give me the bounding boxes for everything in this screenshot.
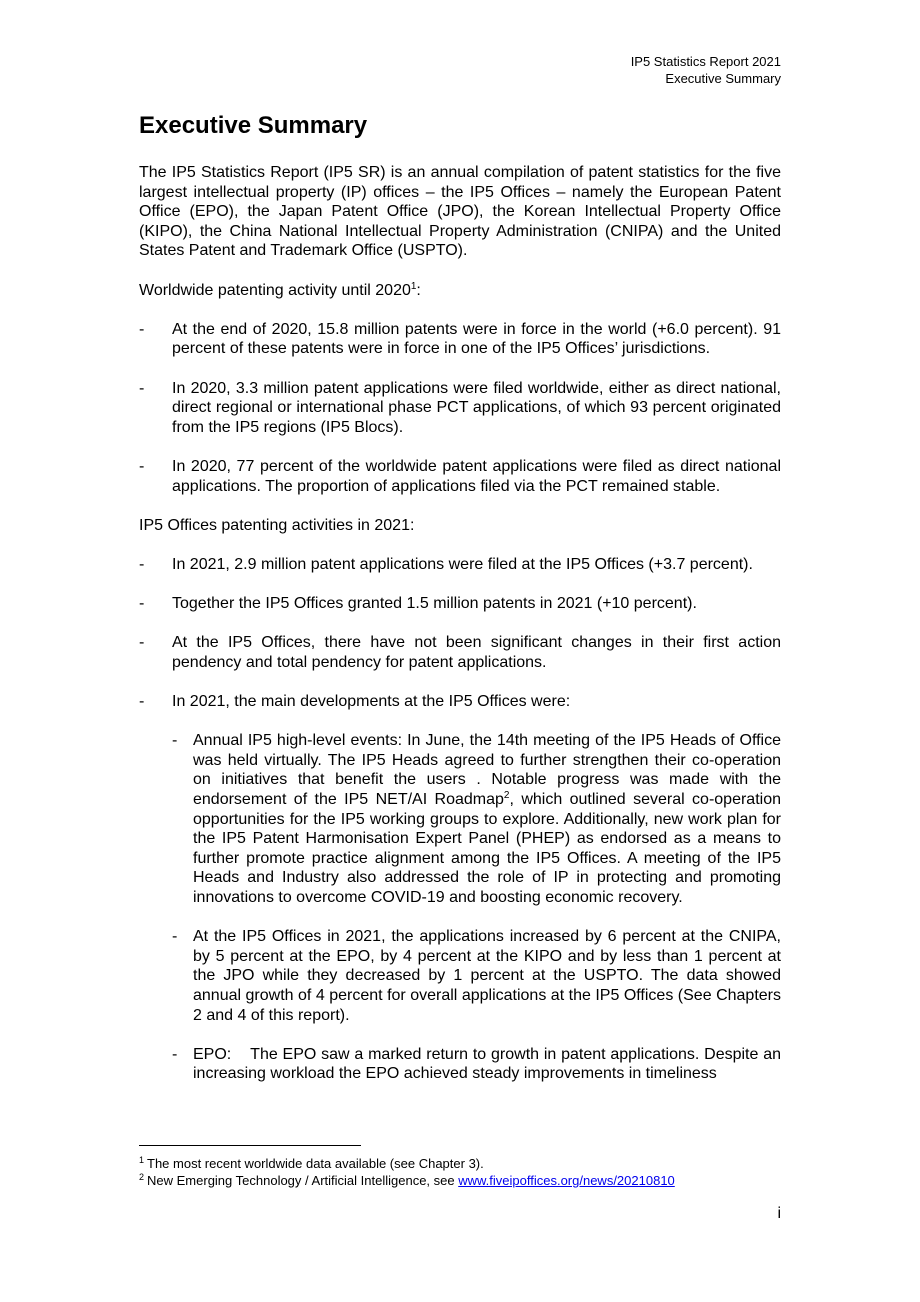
- worldwide-bullet-list: [139, 320, 781, 496]
- list-item: [139, 692, 786, 1084]
- footnote-divider: [139, 1145, 361, 1146]
- developments-sub-list: [172, 731, 786, 1084]
- bullet-text: At the IP5 Offices, there have not been significant changes in their first action pendency and total pendency for patent applications.: [172, 634, 781, 671]
- fiveipoffices-link[interactable]: www.fiveipoffices.org/news/20210810: [458, 1173, 675, 1188]
- bullet-text: In 2021, 2.9 million patent applications were filed at the IP5 Offices (+3.7 percent).: [172, 555, 753, 573]
- footnote-1: [139, 1155, 781, 1172]
- footnote-2-text: New Emerging Technology / Artificial Intelligence, see: [147, 1173, 459, 1188]
- annual-events-text-cont: , which outlined several co-operation opportunities for the IP5 working groups to explore. Additionally, new work plan for the IP5 Patent Harmonisation Expert Panel (PHEP) as endorsed as a means to further promote practice alignment among the IP5 Offices. A meeting of the IP5 Heads and Industry also addressed the role of IP in protecting and promoting innovations to overcome COVID-19 and boosting economic recovery.: [193, 791, 781, 906]
- dash-marker: -: [172, 1045, 178, 1063]
- footnote-mark-1: 1: [139, 1155, 145, 1165]
- bullet-text: In 2020, 3.3 million patent applications were filed worldwide, either as direct national, direct regional or international phase PCT applications, of which 93 percent originated from the IP5 regions (IP5 Blocs).: [172, 379, 781, 436]
- list-item: [139, 379, 781, 438]
- annual-events-text: Annual IP5 high-level events: In June, the 14th meeting of the IP5 Heads of Office was held virtually. The IP5 Heads agreed to further strengthen their co-operation on initiatives that benefit the users . Notable progress was made with the endorsement of the IP5 NET/AI Roadmap: [193, 732, 781, 808]
- list-item: [139, 594, 781, 614]
- growth-text: At the IP5 Offices in 2021, the applications increased by 6 percent at the CNIPA, by 5 percent at the EPO, by 4 percent at the KIPO and by less than 1 percent at the JPO while they decreased by 1 percent at the USPTO. The data showed annual growth of 4 percent for overall applications at the IP5 Offices (See Chapters 2 and 4 of this report).: [193, 928, 781, 1024]
- bullet-text: At the end of 2020, 15.8 million patents were in force in the world (+6.0 percent). 91 percent of these patents were in force in one of the IP5 Offices’ jurisdictions.: [172, 320, 781, 358]
- bullet-text: In 2020, 77 percent of the worldwide patent applications were filed as direct national applications. The proportion of applications filed via the PCT remained stable.: [172, 457, 781, 495]
- dash-marker: -: [139, 320, 145, 338]
- sub-list-item-growth: [172, 927, 781, 1025]
- epo-text: EPO: The EPO saw a marked return to growth in patent applications. Despite an increasing workload the EPO achieved steady improvements in timeliness: [193, 1045, 786, 1083]
- footnote-ref-2[interactable]: 2: [503, 790, 510, 801]
- dash-marker: -: [172, 732, 178, 750]
- dash-marker: -: [139, 595, 145, 613]
- footnote-ref-1[interactable]: 1: [410, 280, 417, 292]
- footnote-mark-2: 2: [139, 1172, 145, 1182]
- page-number: i: [777, 1205, 781, 1222]
- main-content: [139, 112, 786, 1104]
- intro-paragraph: The IP5 Statistics Report (IP5 SR) is an annual compilation of patent statistics for the five largest intellectual property (IP) offices – the IP5 Offices – namely the European Patent Office (EPO), the Japan Patent Office (JPO), the Korean Intellectual Property Office (KIPO), the China National Intellectual Property Administration (CNIPA) and the United States Patent and Trademark Office (USPTO).: [139, 164, 781, 260]
- dash-marker: -: [172, 928, 178, 946]
- offices-bullet-list: [139, 555, 786, 1084]
- dash-marker: -: [139, 379, 145, 397]
- offices-heading: IP5 Offices patenting activities in 2021:: [139, 516, 415, 534]
- sub-list-item-annual-events: [172, 731, 781, 907]
- section-title: Executive Summary: [665, 71, 781, 86]
- worldwide-heading-text: Worldwide patenting activity until 2020: [139, 281, 411, 299]
- worldwide-heading: [139, 281, 781, 301]
- bullet-text: Together the IP5 Offices granted 1.5 million patents in 2021 (+10 percent).: [172, 595, 697, 613]
- dash-marker: -: [139, 555, 145, 573]
- sub-list-item-epo: [172, 1045, 786, 1084]
- running-header: [631, 53, 781, 87]
- list-item: [139, 320, 781, 359]
- report-title: IP5 Statistics Report 2021: [630, 54, 781, 69]
- footnote-1-text: The most recent worldwide data available (see Chapter 3).: [147, 1156, 484, 1171]
- list-item: [139, 633, 781, 672]
- list-item: [139, 457, 781, 496]
- bullet-text: In 2021, the main developments at the IP5 Offices were:: [172, 693, 571, 711]
- list-item: [139, 555, 781, 575]
- dash-marker: -: [139, 457, 145, 475]
- worldwide-heading-colon: :: [416, 281, 421, 299]
- footnote-2: [139, 1172, 781, 1189]
- page-title: Executive Summary: [139, 112, 368, 139]
- dash-marker: -: [139, 693, 145, 711]
- dash-marker: -: [139, 634, 145, 652]
- footnotes: [139, 1155, 781, 1189]
